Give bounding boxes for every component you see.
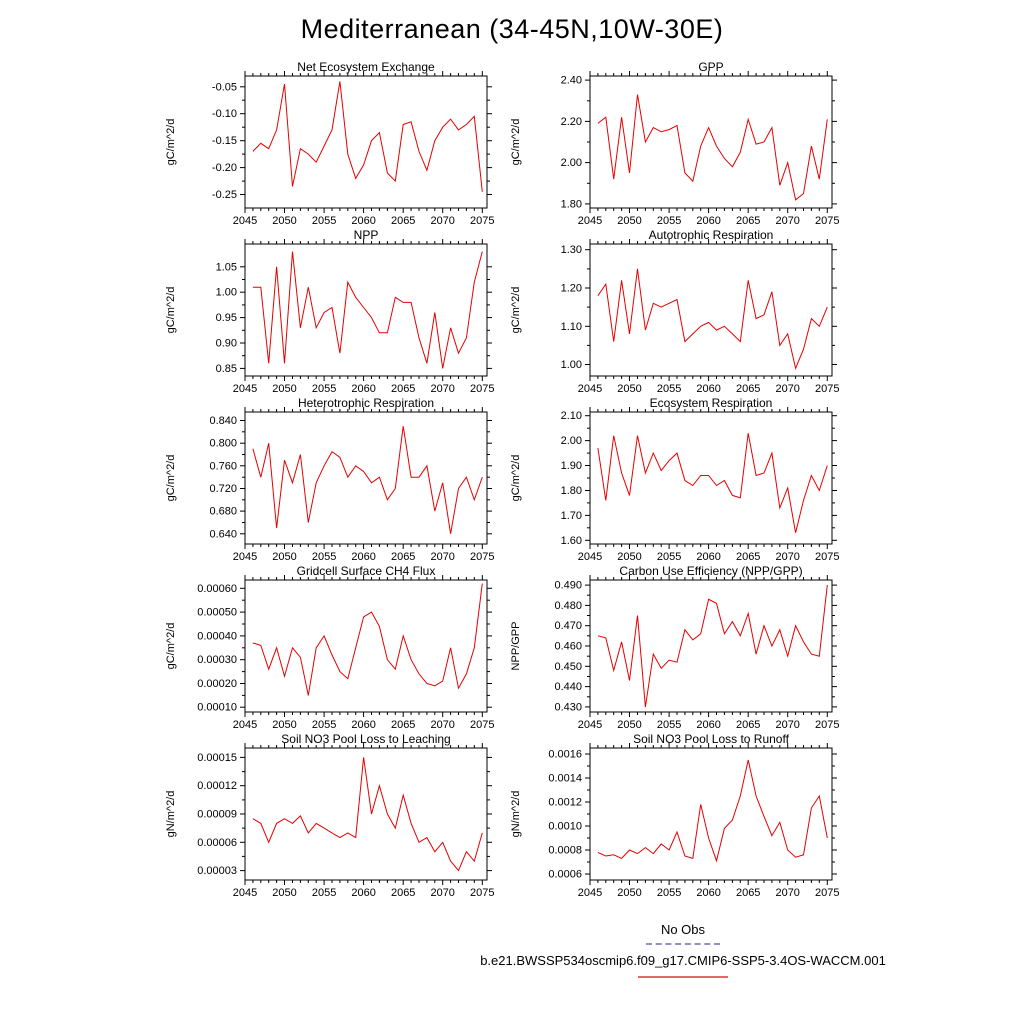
plot-frame — [245, 580, 487, 712]
y-tick-label: -0.05 — [211, 81, 237, 94]
y-tick-label: 0.00040 — [197, 630, 237, 643]
series-line — [598, 95, 827, 200]
x-tick-label: 2055 — [311, 719, 337, 731]
chart-gpp — [495, 60, 840, 228]
y-axis-label: gC/m^2/d — [165, 286, 177, 334]
x-tick-label: 2070 — [430, 215, 455, 227]
charts-grid — [150, 60, 1024, 900]
x-tick-label: 2065 — [390, 383, 416, 395]
x-tick-label: 2075 — [470, 383, 495, 395]
chart-heterotrophic-respiration — [150, 396, 495, 564]
chart-gridcell-surface-ch4-flux — [150, 564, 495, 732]
y-tick-label: 0.95 — [215, 312, 237, 325]
legend — [433, 922, 933, 978]
series-line — [598, 269, 827, 368]
y-axis-label: gC/m^2/d — [165, 118, 177, 166]
y-axis-label: NPP/GPP — [510, 621, 522, 671]
chart-svg — [150, 60, 495, 228]
y-tick-label: 0.0008 — [548, 844, 582, 857]
series-line — [253, 426, 482, 534]
chart-svg — [495, 732, 840, 900]
legend-model-label: b.e21.BWSSP534oscmip6.f09_g17.CMIP6-SSP5-3.4OS-WACCM.001 — [480, 953, 886, 968]
y-tick-label: 1.90 — [560, 460, 582, 472]
y-tick-label: 0.480 — [554, 599, 582, 612]
x-tick-label: 2050 — [272, 383, 297, 395]
x-tick-label: 2065 — [735, 383, 761, 395]
y-axis-label: gC/m^2/d — [510, 286, 522, 334]
x-tick-label: 2050 — [272, 215, 297, 227]
y-tick-label: 1.80 — [560, 485, 582, 497]
y-tick-label: 0.00030 — [197, 654, 237, 667]
plot-frame — [245, 76, 487, 208]
x-tick-label: 2050 — [617, 719, 642, 731]
x-tick-label: 2045 — [577, 719, 603, 731]
x-tick-label: 2075 — [815, 215, 840, 227]
y-tick-label: 0.470 — [554, 620, 582, 633]
x-tick-label: 2050 — [272, 887, 297, 899]
plot-frame — [590, 748, 832, 880]
y-tick-label: 0.640 — [209, 528, 237, 541]
x-tick-label: 2045 — [577, 887, 603, 899]
y-axis-label: gC/m^2/d — [165, 622, 177, 670]
y-tick-label: 0.90 — [215, 337, 237, 350]
y-tick-label: 0.760 — [209, 460, 237, 473]
x-tick-label: 2060 — [696, 887, 721, 899]
x-tick-label: 2060 — [351, 887, 376, 899]
y-axis-label: gC/m^2/d — [510, 454, 522, 502]
y-tick-label: 0.0012 — [548, 796, 582, 809]
x-tick-label: 2055 — [656, 383, 682, 395]
y-tick-label: -0.15 — [211, 135, 237, 148]
y-tick-label: 0.00060 — [197, 582, 237, 595]
x-tick-label: 2065 — [390, 887, 416, 899]
y-tick-label: 0.00015 — [197, 751, 237, 764]
x-tick-label: 2065 — [735, 887, 761, 899]
chart-title: Soil NO3 Pool Loss to Leaching — [281, 732, 451, 746]
x-tick-label: 2065 — [735, 215, 761, 227]
y-tick-label: 1.20 — [560, 282, 582, 295]
y-axis-label: gC/m^2/d — [510, 118, 522, 166]
x-tick-label: 2055 — [656, 719, 682, 731]
y-tick-label: 0.840 — [209, 415, 237, 427]
series-line — [598, 585, 827, 707]
series-line — [598, 760, 827, 861]
x-tick-label: 2050 — [617, 215, 642, 227]
model-line-sample — [638, 976, 728, 978]
x-tick-label: 2045 — [577, 383, 603, 395]
x-tick-label: 2070 — [430, 719, 455, 731]
y-tick-label: 0.490 — [554, 579, 582, 592]
x-tick-label: 2050 — [617, 887, 642, 899]
y-tick-label: -0.20 — [211, 162, 237, 175]
x-tick-label: 2075 — [815, 383, 840, 395]
y-tick-label: 0.00006 — [197, 836, 237, 849]
y-tick-label: 2.40 — [560, 74, 582, 87]
y-tick-label: 1.30 — [560, 244, 582, 257]
chart-title: Net Ecosystem Exchange — [297, 60, 435, 74]
x-tick-label: 2060 — [351, 719, 376, 731]
y-tick-label: -0.25 — [211, 189, 237, 201]
y-tick-label: 0.0016 — [548, 748, 582, 761]
x-tick-label: 2060 — [696, 719, 721, 731]
y-tick-label: 0.00003 — [197, 865, 237, 878]
y-tick-label: 0.00020 — [197, 678, 237, 690]
y-tick-label: 2.20 — [560, 115, 582, 128]
x-tick-label: 2070 — [775, 719, 800, 731]
page-title: Mediterranean (34-45N,10W-30E) — [300, 14, 724, 44]
x-tick-label: 2070 — [775, 551, 800, 563]
series-line — [253, 584, 482, 696]
x-tick-label: 2055 — [311, 551, 337, 563]
y-tick-label: 1.70 — [560, 509, 582, 522]
chart-svg — [495, 60, 840, 228]
chart-ecosystem-respiration — [495, 396, 840, 564]
chart-svg — [495, 228, 840, 396]
series-line — [253, 81, 482, 191]
y-tick-label: 2.00 — [560, 157, 582, 170]
y-tick-label: 0.440 — [554, 681, 582, 694]
y-tick-label: 0.85 — [215, 362, 237, 375]
x-tick-label: 2060 — [696, 215, 721, 227]
x-tick-label: 2075 — [815, 719, 840, 731]
plot-frame — [590, 580, 832, 712]
x-tick-label: 2055 — [311, 383, 337, 395]
y-tick-label: 0.0010 — [548, 820, 582, 833]
x-tick-label: 2065 — [735, 719, 761, 731]
x-tick-label: 2060 — [351, 383, 376, 395]
x-tick-label: 2075 — [470, 215, 495, 227]
chart-title: GPP — [698, 60, 724, 74]
x-tick-label: 2045 — [577, 215, 603, 227]
x-tick-label: 2050 — [617, 383, 642, 395]
y-tick-label: 0.460 — [554, 640, 582, 653]
chart-net-ecosystem-exchange — [150, 60, 495, 228]
chart-soil-no3-loss-leaching — [150, 732, 495, 900]
chart-svg — [150, 732, 495, 900]
no-obs-line-sample — [646, 943, 720, 945]
y-tick-label: 0.800 — [209, 437, 237, 450]
y-axis-label: gC/m^2/d — [165, 454, 177, 502]
y-tick-label: 1.05 — [215, 261, 237, 274]
chart-svg — [150, 228, 495, 396]
x-tick-label: 2070 — [775, 383, 800, 395]
chart-svg — [495, 564, 840, 732]
y-tick-label: 0.720 — [209, 483, 237, 495]
x-tick-label: 2045 — [232, 215, 258, 227]
series-line — [253, 252, 482, 369]
y-tick-label: 2.10 — [560, 410, 582, 423]
chart-svg — [495, 396, 840, 564]
x-tick-label: 2065 — [735, 551, 761, 563]
series-line — [598, 433, 827, 533]
series-line — [253, 757, 482, 870]
y-tick-label: 1.60 — [560, 534, 582, 547]
x-tick-label: 2070 — [430, 551, 455, 563]
x-tick-label: 2050 — [272, 551, 297, 563]
y-tick-label: 0.00009 — [197, 808, 237, 821]
chart-title: Ecosystem Respiration — [649, 396, 773, 410]
plot-frame — [245, 412, 487, 544]
x-tick-label: 2075 — [815, 887, 840, 899]
y-tick-label: 2.00 — [560, 435, 582, 448]
chart-svg — [150, 564, 495, 732]
x-tick-label: 2060 — [351, 551, 376, 563]
chart-title: Carbon Use Efficiency (NPP/GPP) — [619, 564, 803, 578]
x-tick-label: 2055 — [656, 887, 682, 899]
x-tick-label: 2065 — [390, 551, 416, 563]
plot-frame — [590, 76, 832, 208]
chart-title: Autotrophic Respiration — [648, 228, 774, 242]
x-tick-label: 2055 — [656, 551, 682, 563]
x-tick-label: 2045 — [232, 383, 258, 395]
x-tick-label: 2060 — [696, 383, 721, 395]
x-tick-label: 2045 — [232, 887, 258, 899]
x-tick-label: 2075 — [470, 719, 495, 731]
y-tick-label: 0.00010 — [197, 701, 237, 714]
y-axis-label: gN/m^2/d — [510, 790, 522, 838]
legend-no-obs-label: No Obs — [660, 922, 706, 937]
x-tick-label: 2045 — [577, 551, 603, 563]
y-tick-label: 1.10 — [560, 320, 582, 333]
y-tick-label: 1.80 — [560, 198, 582, 211]
chart-title: Gridcell Surface CH4 Flux — [296, 564, 436, 578]
chart-svg — [150, 396, 495, 564]
x-tick-label: 2060 — [351, 215, 376, 227]
x-tick-label: 2075 — [470, 887, 495, 899]
x-tick-label: 2055 — [311, 215, 337, 227]
x-tick-label: 2050 — [617, 551, 642, 563]
y-tick-label: 1.00 — [215, 286, 237, 299]
x-tick-label: 2055 — [311, 887, 337, 899]
chart-title: Soil NO3 Pool Loss to Runoff — [633, 732, 789, 746]
y-tick-label: 0.430 — [554, 701, 582, 714]
x-tick-label: 2070 — [775, 215, 800, 227]
y-tick-label: 0.680 — [209, 505, 237, 518]
x-tick-label: 2070 — [430, 887, 455, 899]
x-tick-label: 2045 — [232, 551, 258, 563]
y-tick-label: 0.450 — [554, 660, 582, 673]
y-tick-label: 0.0014 — [548, 772, 582, 785]
chart-autotrophic-respiration — [495, 228, 840, 396]
x-tick-label: 2060 — [696, 551, 721, 563]
x-tick-label: 2070 — [775, 887, 800, 899]
chart-title: NPP — [353, 228, 379, 242]
chart-npp — [150, 228, 495, 396]
y-tick-label: 1.00 — [560, 359, 582, 371]
y-axis-label: gN/m^2/d — [165, 790, 177, 838]
y-tick-label: 0.00012 — [197, 780, 237, 793]
x-tick-label: 2065 — [390, 215, 416, 227]
x-tick-label: 2065 — [390, 719, 416, 731]
y-tick-label: 0.0006 — [548, 868, 582, 881]
x-tick-label: 2050 — [272, 719, 297, 731]
x-tick-label: 2070 — [430, 383, 455, 395]
y-tick-label: -0.10 — [211, 108, 237, 121]
x-tick-label: 2055 — [656, 215, 682, 227]
x-tick-label: 2075 — [815, 551, 840, 563]
x-tick-label: 2075 — [470, 551, 495, 563]
chart-carbon-use-efficiency — [495, 564, 840, 732]
y-tick-label: 0.00050 — [197, 606, 237, 619]
chart-soil-no3-loss-runoff — [495, 732, 840, 900]
x-tick-label: 2045 — [232, 719, 258, 731]
chart-title: Heterotrophic Respiration — [297, 396, 435, 410]
